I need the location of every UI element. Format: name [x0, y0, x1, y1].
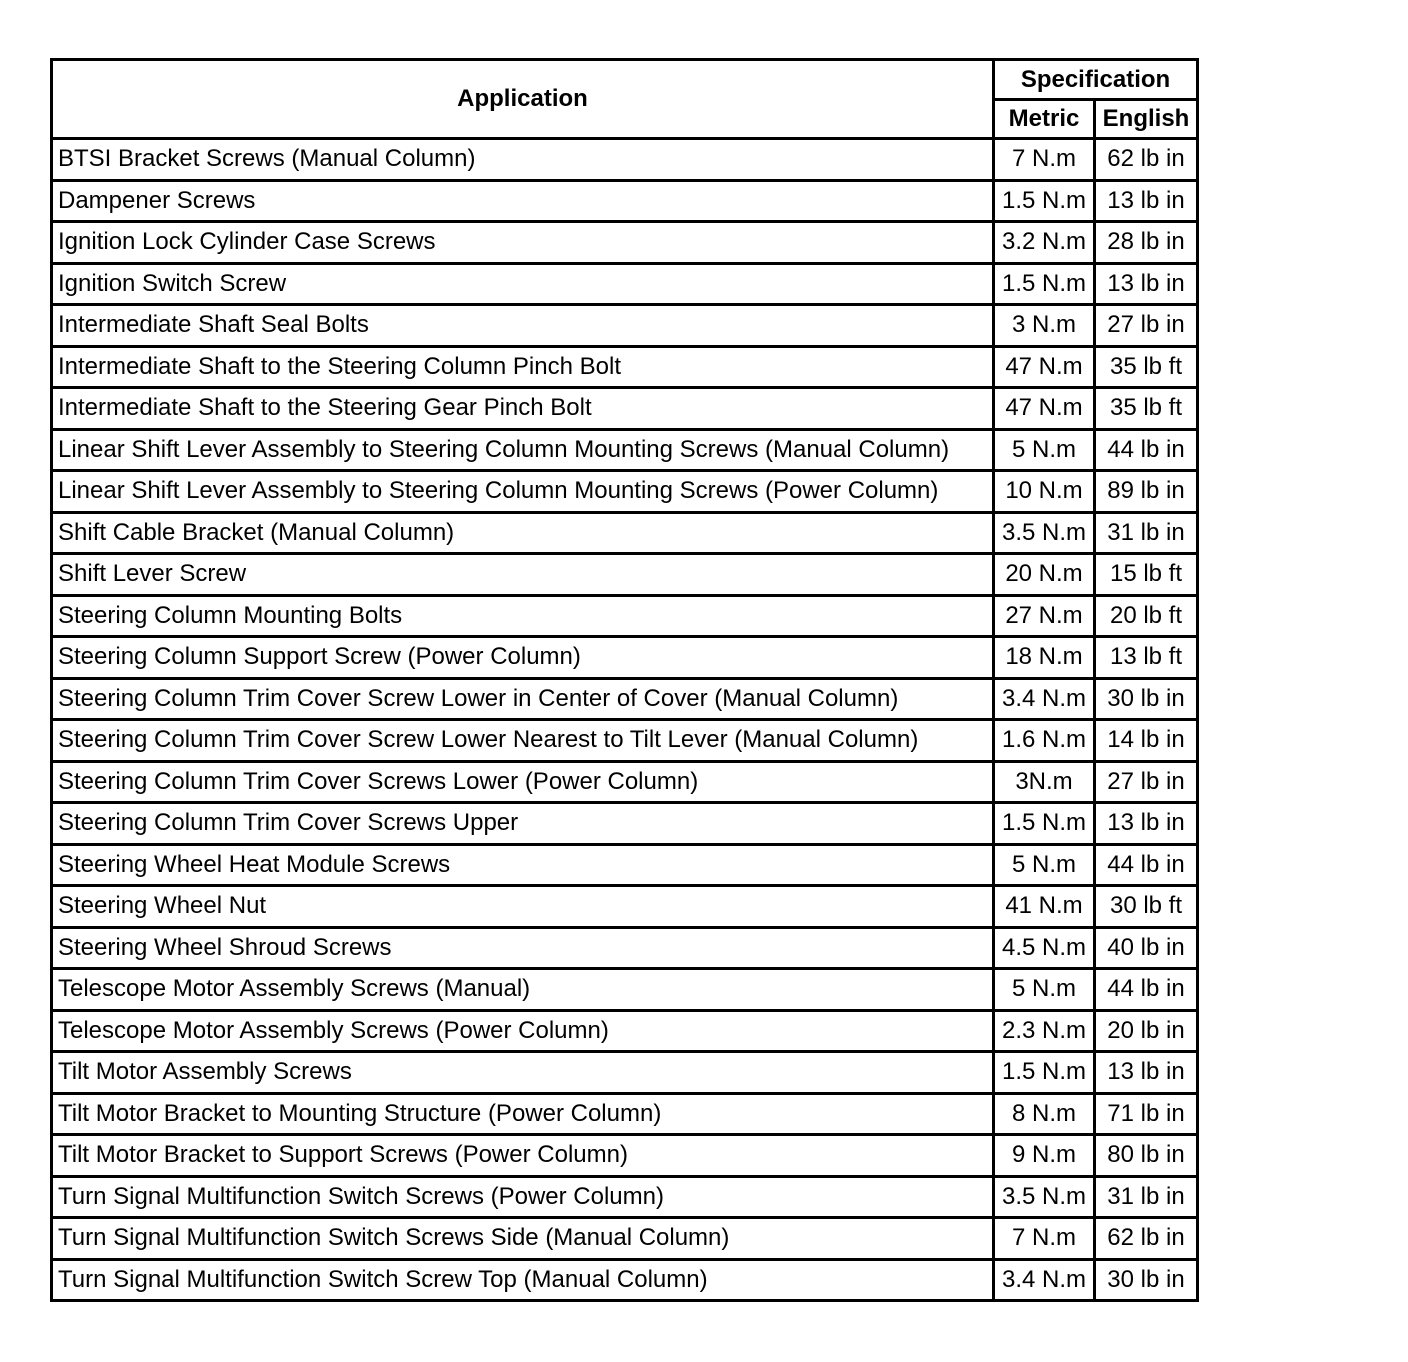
metric-value-cell: 1.5 N.m — [994, 180, 1095, 222]
table-row — [52, 512, 1198, 554]
english-value-cell: 71 lb in — [1095, 1093, 1198, 1135]
english-value-cell: 44 lb in — [1095, 969, 1198, 1011]
application-cell: Linear Shift Lever Assembly to Steering Column Mounting Screws (Manual Column) — [52, 429, 994, 471]
application-cell: Intermediate Shaft to the Steering Column Pinch Bolt — [52, 346, 994, 388]
application-cell: Turn Signal Multifunction Switch Screws (Power Column) — [52, 1176, 994, 1218]
table-row — [52, 1052, 1198, 1094]
table-row — [52, 263, 1198, 305]
application-cell: Steering Column Trim Cover Screws Upper — [52, 803, 994, 845]
specification-header: Specification — [994, 60, 1198, 100]
table-row — [52, 720, 1198, 762]
table-row — [52, 678, 1198, 720]
english-value-cell: 31 lb in — [1095, 1176, 1198, 1218]
application-cell: Tilt Motor Bracket to Mounting Structure (Power Column) — [52, 1093, 994, 1135]
metric-header: Metric — [994, 100, 1095, 139]
metric-value-cell: 1.5 N.m — [994, 263, 1095, 305]
table-row — [52, 180, 1198, 222]
english-value-cell: 44 lb in — [1095, 429, 1198, 471]
metric-value-cell: 3 N.m — [994, 305, 1095, 347]
table-row — [52, 803, 1198, 845]
metric-value-cell: 10 N.m — [994, 471, 1095, 513]
metric-value-cell: 3.4 N.m — [994, 678, 1095, 720]
english-value-cell: 13 lb in — [1095, 1052, 1198, 1094]
table-body — [52, 139, 1198, 1301]
application-header: Application — [52, 60, 994, 139]
metric-value-cell: 2.3 N.m — [994, 1010, 1095, 1052]
metric-value-cell: 7 N.m — [994, 1218, 1095, 1260]
table-row — [52, 139, 1198, 181]
english-value-cell: 27 lb in — [1095, 305, 1198, 347]
application-cell: Intermediate Shaft to the Steering Gear Pinch Bolt — [52, 388, 994, 430]
english-value-cell: 62 lb in — [1095, 1218, 1198, 1260]
english-value-cell: 13 lb ft — [1095, 637, 1198, 679]
english-value-cell: 40 lb in — [1095, 927, 1198, 969]
table-row — [52, 1218, 1198, 1260]
application-cell: Shift Lever Screw — [52, 554, 994, 596]
application-cell: Steering Wheel Shroud Screws — [52, 927, 994, 969]
table-row — [52, 471, 1198, 513]
table-row — [52, 927, 1198, 969]
english-value-cell: 27 lb in — [1095, 761, 1198, 803]
table-row — [52, 886, 1198, 928]
metric-value-cell: 3.4 N.m — [994, 1259, 1095, 1301]
table-row — [52, 1010, 1198, 1052]
application-cell: Intermediate Shaft Seal Bolts — [52, 305, 994, 347]
application-cell: Ignition Lock Cylinder Case Screws — [52, 222, 994, 264]
english-value-cell: 20 lb ft — [1095, 595, 1198, 637]
metric-value-cell: 8 N.m — [994, 1093, 1095, 1135]
english-value-cell: 15 lb ft — [1095, 554, 1198, 596]
english-value-cell: 62 lb in — [1095, 139, 1198, 181]
metric-value-cell: 1.6 N.m — [994, 720, 1095, 762]
application-cell: Steering Column Support Screw (Power Column) — [52, 637, 994, 679]
application-cell: Telescope Motor Assembly Screws (Manual) — [52, 969, 994, 1011]
application-cell: Turn Signal Multifunction Switch Screws Side (Manual Column) — [52, 1218, 994, 1260]
application-cell: Shift Cable Bracket (Manual Column) — [52, 512, 994, 554]
table-row — [52, 1135, 1198, 1177]
application-cell: Ignition Switch Screw — [52, 263, 994, 305]
application-cell: Steering Wheel Nut — [52, 886, 994, 928]
header-row-top — [52, 60, 1198, 100]
metric-value-cell: 1.5 N.m — [994, 803, 1095, 845]
table-row — [52, 305, 1198, 347]
table-row — [52, 595, 1198, 637]
table-row — [52, 1259, 1198, 1301]
table-row — [52, 429, 1198, 471]
english-value-cell: 13 lb in — [1095, 263, 1198, 305]
application-cell: Tilt Motor Assembly Screws — [52, 1052, 994, 1094]
application-cell: Steering Column Mounting Bolts — [52, 595, 994, 637]
metric-value-cell: 3.5 N.m — [994, 1176, 1095, 1218]
application-cell: Telescope Motor Assembly Screws (Power Column) — [52, 1010, 994, 1052]
english-value-cell: 13 lb in — [1095, 803, 1198, 845]
application-cell: Tilt Motor Bracket to Support Screws (Power Column) — [52, 1135, 994, 1177]
metric-value-cell: 7 N.m — [994, 139, 1095, 181]
english-value-cell: 44 lb in — [1095, 844, 1198, 886]
english-value-cell: 30 lb in — [1095, 678, 1198, 720]
application-cell: BTSI Bracket Screws (Manual Column) — [52, 139, 994, 181]
application-cell: Linear Shift Lever Assembly to Steering Column Mounting Screws (Power Column) — [52, 471, 994, 513]
application-cell: Steering Column Trim Cover Screws Lower (Power Column) — [52, 761, 994, 803]
english-value-cell: 20 lb in — [1095, 1010, 1198, 1052]
english-value-cell: 14 lb in — [1095, 720, 1198, 762]
metric-value-cell: 5 N.m — [994, 969, 1095, 1011]
metric-value-cell: 20 N.m — [994, 554, 1095, 596]
english-header: English — [1095, 100, 1198, 139]
application-cell: Steering Column Trim Cover Screw Lower Nearest to Tilt Lever (Manual Column) — [52, 720, 994, 762]
application-cell: Steering Wheel Heat Module Screws — [52, 844, 994, 886]
english-value-cell: 13 lb in — [1095, 180, 1198, 222]
table-row — [52, 637, 1198, 679]
english-value-cell: 30 lb in — [1095, 1259, 1198, 1301]
english-value-cell: 35 lb ft — [1095, 388, 1198, 430]
metric-value-cell: 27 N.m — [994, 595, 1095, 637]
metric-value-cell: 4.5 N.m — [994, 927, 1095, 969]
table-row — [52, 1093, 1198, 1135]
metric-value-cell: 3.5 N.m — [994, 512, 1095, 554]
table-row — [52, 761, 1198, 803]
table-row — [52, 969, 1198, 1011]
metric-value-cell: 5 N.m — [994, 429, 1095, 471]
english-value-cell: 80 lb in — [1095, 1135, 1198, 1177]
table-row — [52, 844, 1198, 886]
english-value-cell: 89 lb in — [1095, 471, 1198, 513]
application-cell: Turn Signal Multifunction Switch Screw Top (Manual Column) — [52, 1259, 994, 1301]
table-row — [52, 1176, 1198, 1218]
english-value-cell: 35 lb ft — [1095, 346, 1198, 388]
table-row — [52, 388, 1198, 430]
torque-spec-table — [50, 58, 1199, 1302]
application-cell: Dampener Screws — [52, 180, 994, 222]
table-row — [52, 554, 1198, 596]
english-value-cell: 28 lb in — [1095, 222, 1198, 264]
metric-value-cell: 47 N.m — [994, 346, 1095, 388]
english-value-cell: 30 lb ft — [1095, 886, 1198, 928]
metric-value-cell: 47 N.m — [994, 388, 1095, 430]
metric-value-cell: 9 N.m — [994, 1135, 1095, 1177]
english-value-cell: 31 lb in — [1095, 512, 1198, 554]
metric-value-cell: 3N.m — [994, 761, 1095, 803]
metric-value-cell: 1.5 N.m — [994, 1052, 1095, 1094]
table-row — [52, 346, 1198, 388]
application-cell: Steering Column Trim Cover Screw Lower in Center of Cover (Manual Column) — [52, 678, 994, 720]
metric-value-cell: 41 N.m — [994, 886, 1095, 928]
table-row — [52, 222, 1198, 264]
metric-value-cell: 5 N.m — [994, 844, 1095, 886]
metric-value-cell: 18 N.m — [994, 637, 1095, 679]
metric-value-cell: 3.2 N.m — [994, 222, 1095, 264]
